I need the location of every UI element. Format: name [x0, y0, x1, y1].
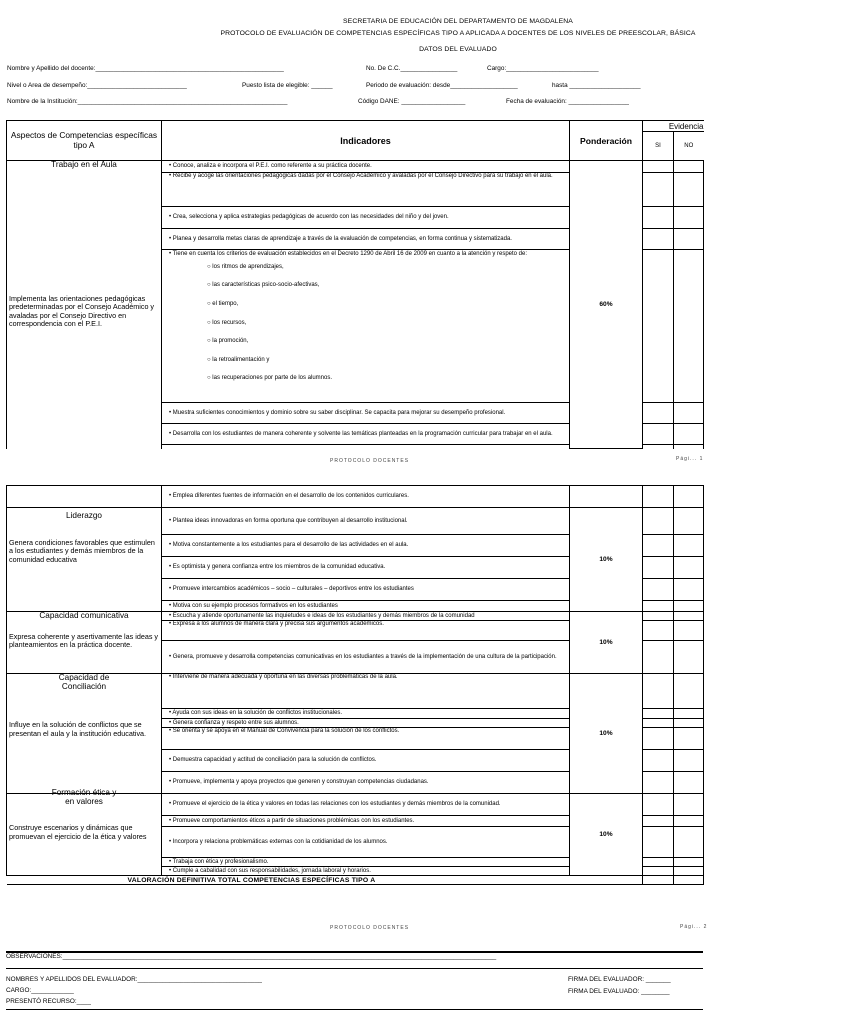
checkbox-si-trabajo-8[interactable]	[643, 486, 674, 508]
checkbox-no-liderazgo-5[interactable]	[674, 601, 704, 612]
header-aspectos: Aspectos de Competencias específicas tipo A	[7, 121, 162, 161]
checkbox-si-trabajo-5[interactable]	[643, 250, 674, 403]
aspect-etica	[7, 788, 162, 876]
aspect-liderazgo-desc: Genera condiciones favorables que estimulen a los estudiantes y demás miembros de la comunidad educativa	[9, 537, 155, 564]
criterio-promocion: ○ la promoción,	[207, 338, 249, 345]
field-fecha-evaluacion[interactable]: Fecha de evaluación: _________________	[506, 98, 629, 105]
field-observaciones[interactable]: OBSERVACIONES:__________________________________________________________________________________________________________________________	[6, 953, 497, 960]
checkbox-no-conciliacion-1[interactable]	[674, 674, 704, 709]
checkbox-si-etica-2[interactable]	[643, 816, 674, 827]
checkbox-si-conciliacion-6[interactable]	[643, 772, 674, 794]
checkbox-si-trabajo-4[interactable]	[643, 229, 674, 250]
evaluation-table-page1	[6, 120, 704, 449]
field-periodo-hasta[interactable]: hasta ____________________	[552, 82, 641, 89]
checkbox-si-trabajo-1[interactable]	[643, 161, 674, 173]
header-si: SI	[643, 132, 674, 161]
indicator-trabajo-6: • Muestra suficientes conocimientos y dominio sobre su saber disciplinar. Se capacita para mejorar su desempeño profesional.	[162, 403, 570, 424]
ponderacion-comunicativa: 10%	[570, 612, 643, 674]
field-cc[interactable]: No. De C.C.________________	[366, 65, 458, 72]
checkbox-no-etica-4[interactable]	[674, 858, 704, 867]
checkbox-si-comunicativa-2[interactable]	[643, 621, 674, 641]
ponderacion-liderazgo: 10%	[570, 508, 643, 612]
indicator-liderazgo-3: • Es optimista y genera confianza entre los miembros de la comunidad educativa.	[162, 557, 570, 579]
checkbox-no-conciliacion-6[interactable]	[674, 772, 704, 794]
indicator-etica-4: • Trabaja con ética y profesionalismo.	[162, 858, 570, 867]
aspect-liderazgo-title: Liderazgo	[66, 511, 102, 520]
footer-bottom-rule	[6, 1009, 703, 1010]
indicator-comunicativa-2: • Expresa a los alumnos de manera clara y precisa sus argumentos académicos.	[162, 621, 570, 641]
indicator-conciliacion-3: • Genera confianza y respeto entre sus alumnos.	[162, 719, 570, 728]
indicator-trabajo-1: • Conoce, analiza e incorpora el P.E.I. como referente a su práctica docente.	[162, 161, 570, 173]
criterio-recuperaciones: ○ las recuperaciones por parte de los alumnos.	[207, 375, 333, 382]
page-footer-label-2: PROTOCOLO DOCENTES	[330, 925, 410, 931]
header-no: NO	[674, 132, 704, 161]
checkbox-no-liderazgo-1[interactable]	[674, 508, 704, 535]
page-footer-label-1: PROTOCOLO DOCENTES	[330, 458, 410, 464]
aspect-comunicativa-title: Capacidad comunicativa	[39, 611, 129, 620]
checkbox-no-etica-2[interactable]	[674, 816, 704, 827]
aspect-conciliacion-title: Capacidad de Conciliación	[58, 673, 110, 691]
field-firma-evaluador[interactable]: FIRMA DEL EVALUADOR: _______	[568, 976, 671, 983]
aspect-trabajo-desc: Implementa las orientaciones pedagógicas predeterminadas por el Consejo Académico y avaladas por el Consejo Directivo en correspondencia con el P.E.I.	[9, 293, 155, 329]
checkbox-no-trabajo-2[interactable]	[674, 173, 704, 207]
indicator-comunicativa-3: • Genera, promueve y desarrolla competencias comunicativas en los estudiantes a través de la implementación de una cultura de la participación.	[162, 641, 570, 674]
checkbox-no-trabajo-6[interactable]	[674, 403, 704, 424]
criterio-tiempo: ○ el tiempo,	[207, 300, 239, 307]
checkbox-si-etica-3[interactable]	[643, 827, 674, 858]
checkbox-no-trabajo-3[interactable]	[674, 207, 704, 229]
checkbox-si-etica-1[interactable]	[643, 794, 674, 816]
valoracion-definitiva: VALORACIÓN DEFINITIVA TOTAL COMPETENCIAS ESPECÍFICAS TIPO A	[7, 876, 643, 885]
checkbox-no-trabajo-1[interactable]	[674, 161, 704, 173]
field-nombre-docente[interactable]: Nombre y Apellido del docente:_____________________________________________________	[7, 65, 284, 72]
indicator-etica-3: • Incorpora y relaciona problemáticas externas con la cotidianidad de los alumnos.	[162, 827, 570, 858]
page-number-1: Pági... 1	[676, 456, 704, 462]
checkbox-si-trabajo-3[interactable]	[643, 207, 674, 229]
indicator-conciliacion-4: • Se orienta y se apoya en el Manual de Convivencia para la solución de los conflictos.	[162, 728, 570, 750]
header-ponderacion: Ponderación	[570, 121, 643, 161]
checkbox-no-etica-1[interactable]	[674, 794, 704, 816]
field-codigo-dane[interactable]: Código DANE: __________________	[358, 98, 466, 105]
checkbox-si-conciliacion-1[interactable]	[643, 674, 674, 709]
checkbox-si-conciliacion-5[interactable]	[643, 750, 674, 772]
checkbox-no-comunicativa-1[interactable]	[674, 612, 704, 621]
checkbox-no-conciliacion-2[interactable]	[674, 709, 704, 719]
doc-title-protocolo: PROTOCOLO DE EVALUACIÓN DE COMPETENCIAS ESPECÍFICAS TIPO A APLICADA A DOCENTES DE LOS NIVELES DE PREESCOLAR, BÁSICA	[220, 30, 696, 37]
indicator-etica-2: • Promueve comportamientos éticos a partir de situaciones problémicas con los estudiantes.	[162, 816, 570, 827]
checkbox-si-comunicativa-1[interactable]	[643, 612, 674, 621]
checkbox-no-etica-5[interactable]	[674, 867, 704, 876]
doc-title-datos: DATOS DEL EVALUADO	[419, 46, 497, 53]
ponderacion-conciliacion: 10%	[570, 674, 643, 794]
evaluation-table-page2	[6, 485, 704, 885]
indicator-conciliacion-2: • Ayuda con sus ideas en la solución de conflictos institucionales.	[162, 709, 570, 719]
field-periodo-desde[interactable]: Periodo de evaluación: desde___________________	[366, 82, 518, 89]
aspect-comunicativa	[7, 612, 162, 674]
checkbox-no-valoracion[interactable]	[674, 876, 704, 885]
checkbox-no-conciliacion-4[interactable]	[674, 728, 704, 750]
indicator-comunicativa-1: • Escucha y atiende oportunamente las inquietudes e ideas de los estudiantes y demás miembros de la comunidad	[162, 612, 570, 621]
checkbox-si-conciliacion-4[interactable]	[643, 728, 674, 750]
indicator-liderazgo-5: • Motiva con su ejemplo procesos formativos en los estudiantes	[162, 601, 570, 612]
checkbox-si-trabajo-2[interactable]	[643, 173, 674, 207]
checkbox-si-liderazgo-2[interactable]	[643, 535, 674, 557]
criterio-retroalimentacion: ○ la retroalimentación y	[207, 356, 270, 363]
criterio-caracteristicas: ○ las características psico-socio-afectivas,	[207, 282, 320, 289]
indicator-conciliacion-6: • Promueve, implementa y apoya proyectos que generen y construyan competencias ciudadanas.	[162, 772, 570, 794]
aspect-comunicativa-desc: Expresa coherente y asertivamente las ideas y planteamientos en la práctica docente.	[9, 631, 159, 650]
field-puesto-lista[interactable]: Puesto lista de elegible: ______	[242, 82, 333, 89]
criterio-recursos: ○ los recursos,	[207, 319, 247, 326]
header-evidencia: Evidencia	[643, 121, 704, 132]
indicator-etica-5: • Cumple a cabalidad con sus responsabilidades, jornada laboral y horarios.	[162, 867, 570, 876]
ponderacion-etica: 10%	[570, 794, 643, 876]
ponderacion-trabajo: 60%	[570, 161, 643, 449]
indicator-etica-1: • Promueve el ejercicio de la ética y valores en todas las relaciones con los estudiantes y demás miembros de la comunidad.	[162, 794, 570, 816]
checkbox-si-conciliacion-3[interactable]	[643, 719, 674, 728]
checkbox-no-etica-3[interactable]	[674, 827, 704, 858]
checkbox-si-liderazgo-4[interactable]	[643, 579, 674, 601]
field-nivel-area[interactable]: Nivel o Area de desempeño:____________________________	[7, 82, 187, 89]
indicator-conciliacion-5: • Demuestra capacidad y actitud de conciliación para la solución de conflictos.	[162, 750, 570, 772]
checkbox-no-liderazgo-3[interactable]	[674, 557, 704, 579]
header-indicadores: Indicadores	[162, 121, 570, 161]
field-institucion[interactable]: Nombre de la Institución:___________________________________________________________	[7, 98, 288, 105]
checkbox-no-conciliacion-5[interactable]	[674, 750, 704, 772]
checkbox-no-comunicativa-3[interactable]	[674, 641, 704, 674]
indicator-trabajo-4: • Planea y desarrolla metas claras de aprendizaje a través de la evaluación de competencias, en forma continua y sistematizada.	[162, 229, 570, 250]
criterio-ritmos: ○ los ritmos de aprendizajes,	[207, 263, 284, 270]
checkbox-no-conciliacion-3[interactable]	[674, 719, 704, 728]
indicator-trabajo-2: • Recibe y acoge las orientaciones pedagógicas dadas por el Consejo Académico y avaladas por el Consejo Directivo para su trabajo en el aula.	[162, 173, 570, 207]
checkbox-si-etica-4[interactable]	[643, 858, 674, 867]
checkbox-no-trabajo-8[interactable]	[674, 486, 704, 508]
field-cargo[interactable]: Cargo:__________________________	[487, 65, 599, 72]
page-number-2: Pági... 2	[680, 924, 708, 930]
checkbox-si-liderazgo-1[interactable]	[643, 508, 674, 535]
aspect-conciliacion-desc: Influye en la solución de conflictos que se presentan el aula y la institución educativa.	[9, 720, 147, 738]
checkbox-si-comunicativa-3[interactable]	[643, 641, 674, 674]
field-evaluador-nombre[interactable]: NOMBRES Y APELLIDOS DEL EVALUADOR:___________________________________	[6, 976, 262, 983]
indicator-trabajo-5	[162, 250, 570, 403]
aspect-etica-title: Formación ética y en valores	[51, 788, 117, 806]
checkbox-no-trabajo-7[interactable]	[674, 424, 704, 445]
checkbox-no-comunicativa-2[interactable]	[674, 621, 704, 641]
indicator-conciliacion-1: • Interviene de manera adecuada y oportuna en las diversas problemáticas de la aula.	[162, 674, 570, 709]
checkbox-no-trabajo-4[interactable]	[674, 229, 704, 250]
indicator-liderazgo-2: • Motiva constantemente a los estudiantes para el desarrollo de las actividades en el aula.	[162, 535, 570, 557]
field-presento-recurso[interactable]: PRESENTÓ RECURSO:____	[6, 998, 91, 1005]
indicator-trabajo-7: • Desarrolla con los estudiantes de manera coherente y solvente las temáticas planteadas en la programación curricular para trabajar en el aula.	[162, 424, 570, 445]
checkbox-si-etica-5[interactable]	[643, 867, 674, 876]
doc-title-secretaria: SECRETARIA DE EDUCACIÓN DEL DEPARTAMENTO DE MAGDALENA	[343, 18, 573, 25]
checkbox-si-valoracion[interactable]	[643, 876, 674, 885]
checkbox-no-liderazgo-4[interactable]	[674, 579, 704, 601]
footer-mid-rule	[6, 968, 703, 969]
checkbox-no-liderazgo-2[interactable]	[674, 535, 704, 557]
aspect-conciliacion	[7, 674, 162, 794]
indicator-trabajo-8: • Emplea diferentes fuentes de información en el desarrollo de los contenidos curriculares.	[162, 486, 570, 508]
indicator-trabajo-3: • Crea, selecciona y aplica estrategias pedagógicas de acuerdo con las necesidades del niño y del joven.	[162, 207, 570, 229]
checkbox-si-liderazgo-5[interactable]	[643, 601, 674, 612]
aspect-trabajo-aula	[7, 161, 162, 449]
indicator-liderazgo-1: • Plantea ideas innovadoras en forma oportuna que contribuyen al desarrollo institucional.	[162, 508, 570, 535]
aspect-trabajo-title: Trabajo en el Aula	[51, 160, 117, 169]
aspect-etica-desc: Construye escenarios y dinámicas que promuevan el ejercicio de la ética y valores	[9, 823, 147, 841]
checkbox-si-trabajo-6[interactable]	[643, 403, 674, 424]
field-evaluador-cargo[interactable]: CARGO:____________	[6, 987, 74, 994]
indicator-liderazgo-4: • Promueve intercambios académicos – socio – culturales – deportivos entre los estudiantes	[162, 579, 570, 601]
checkbox-si-conciliacion-2[interactable]	[643, 709, 674, 719]
aspect-liderazgo	[7, 508, 162, 612]
field-firma-evaluado[interactable]: FIRMA DEL EVALUADO: ________	[568, 988, 670, 995]
indicator-trabajo-5-text: • Tiene en cuenta los criterios de evaluación establecidos en el Decreto 1290 de Abril 16 de 2009 en cuanto a la atención y respeto de:	[169, 251, 528, 257]
checkbox-si-trabajo-7[interactable]	[643, 424, 674, 445]
checkbox-si-liderazgo-3[interactable]	[643, 557, 674, 579]
checkbox-no-trabajo-5[interactable]	[674, 250, 704, 403]
